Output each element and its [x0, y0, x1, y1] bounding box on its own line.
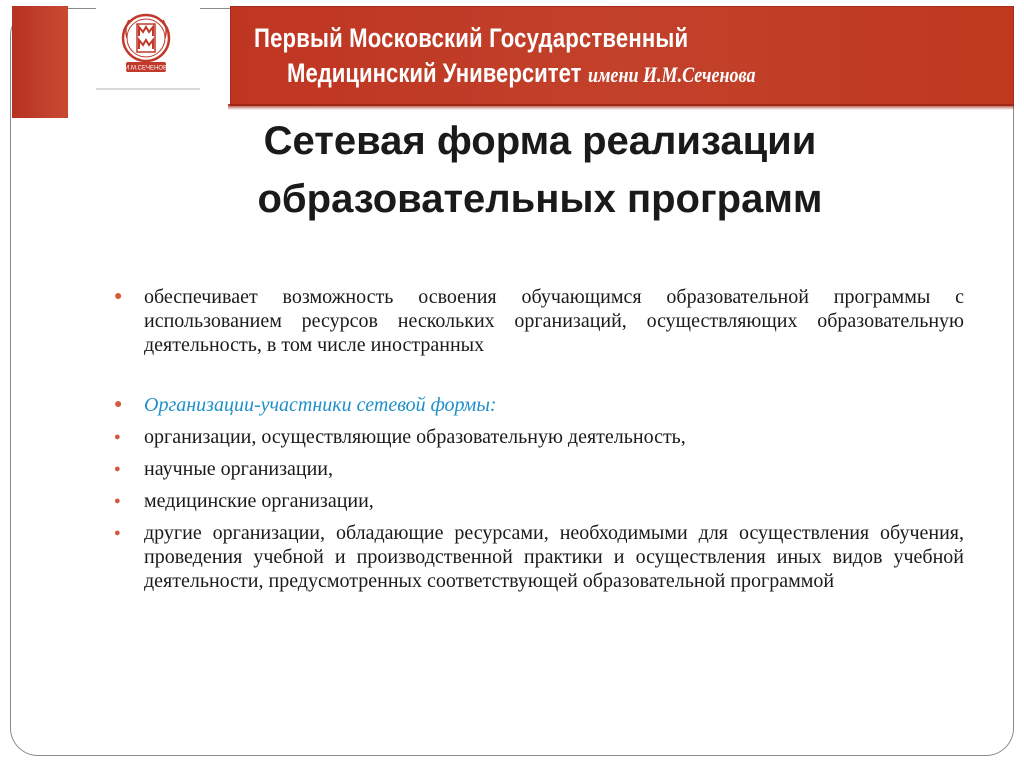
slide-title: Сетевая форма реализации образовательных программ [257, 119, 823, 221]
bullet-dot-icon: ● [114, 463, 121, 475]
list-item [112, 489, 964, 513]
bullet-dot-icon: ● [114, 527, 121, 539]
list-item [112, 457, 964, 481]
bullet-dot-icon: ● [114, 397, 123, 412]
list-item [112, 521, 964, 593]
university-logo-icon [120, 8, 172, 86]
logo-divider [96, 88, 200, 90]
banner-title-name: имени И.М.Сеченова [588, 62, 756, 87]
intro-bullet [112, 285, 964, 357]
university-banner [230, 6, 1014, 106]
bullet-dot-icon: ● [114, 431, 121, 443]
list-item-text: медицинские организации, [144, 490, 374, 512]
list-item-text: научные организации, [144, 458, 334, 480]
list-item [112, 425, 964, 449]
logo-caption: И.М.СЕЧЕНОВ [125, 65, 167, 72]
banner-title-line1: Первый Московский Государственный [254, 23, 689, 53]
intro-text: обеспечивает возможность освоения обучающимся образовательной программы с использованием ресурсов нескольких организаций, осуществляющих образовательную деятельность, в том числе иностранных [144, 286, 964, 356]
banner-shadow [228, 104, 1014, 110]
banner-title-line2 [287, 58, 755, 89]
slide-content [112, 285, 964, 601]
list-item-text: организации, осуществляющие образовательную деятельность, [144, 426, 686, 448]
left-accent-tab [12, 6, 68, 118]
participants-heading-bullet [112, 393, 964, 417]
bullet-dot-icon: ● [114, 495, 121, 507]
banner-title-main: Медицинский Университет [287, 58, 582, 88]
participants-heading: Организации-участники сетевой формы: [144, 394, 497, 416]
bullet-dot-icon: ● [114, 289, 123, 304]
list-item-text: другие организации, обладающие ресурсами, необходимыми для осуществления обучения, проведения учебной и производственной практики и осуществления иных видов учебной деятельности, предусмотренных соответствующей образовательной программой [144, 522, 964, 592]
